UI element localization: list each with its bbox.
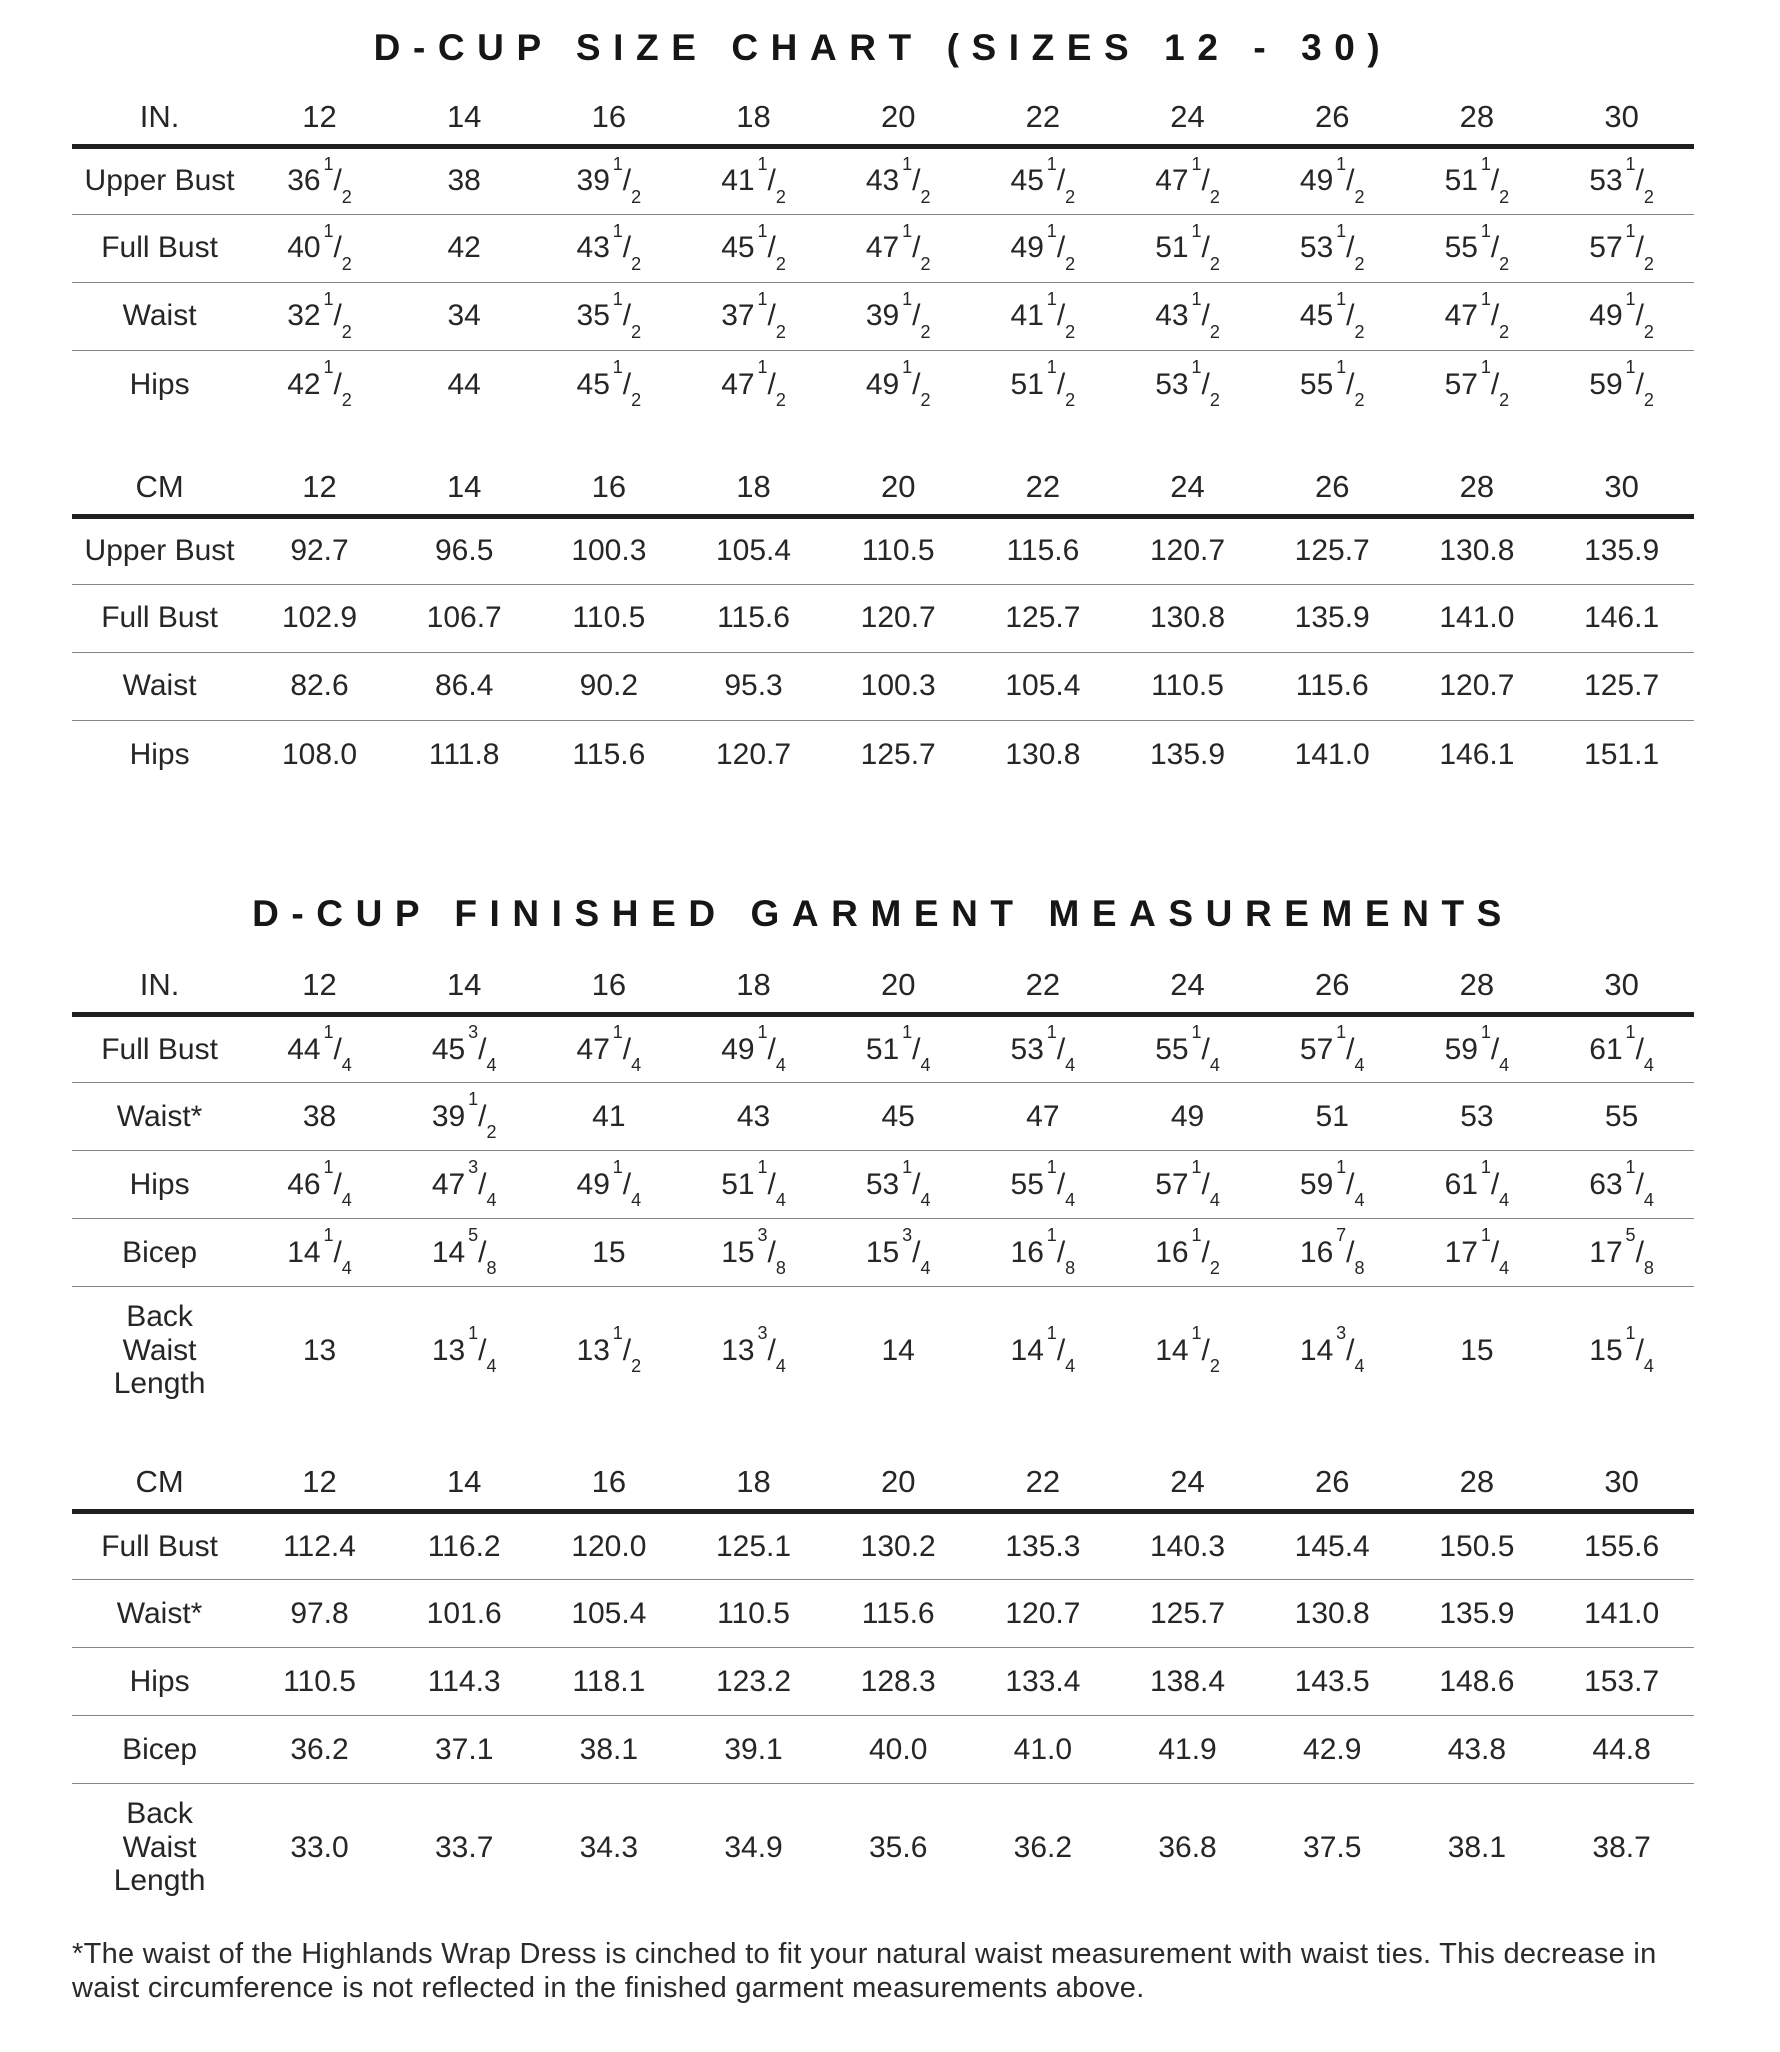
size-column-header: 30 <box>1549 460 1694 516</box>
measurement-value: $51^1/_2$ <box>1010 357 1076 411</box>
measurement-value: 115.6 <box>971 516 1116 584</box>
measurement-value: 41.9 <box>1115 1716 1260 1784</box>
size-column-header: 30 <box>1549 959 1694 1015</box>
measurement-value: 130.8 <box>1260 1580 1405 1648</box>
measurement-row <box>72 1784 1694 1911</box>
measurement-value: $49^1/_2$ <box>971 214 1116 282</box>
measurement-value: $41^1/_2$ <box>681 146 826 214</box>
measurement-value: $36^1/_2$ <box>247 146 392 214</box>
measurement-value: $13^1/_2$ <box>576 1323 642 1376</box>
measurement-value: 37.5 <box>1303 1830 1362 1864</box>
measurement-row <box>72 1716 1694 1784</box>
measurement-value: 120.7 <box>715 737 792 771</box>
measurement-value: $40^1/_2$ <box>247 214 392 282</box>
measurement-value: $43^1/_2$ <box>826 146 971 214</box>
measurement-value: 40.0 <box>826 1716 971 1784</box>
measurement-value: 111.8 <box>428 737 500 771</box>
measurement-value: 90.2 <box>537 652 682 720</box>
measurement-value: 100.3 <box>537 516 682 584</box>
size-chart-cm-table <box>72 460 1694 788</box>
measurement-row <box>72 720 1694 788</box>
measurement-row <box>72 584 1694 652</box>
measurement-value: 15 <box>1460 1333 1494 1367</box>
measurement-value: 43.8 <box>1405 1716 1550 1784</box>
measurement-row <box>72 652 1694 720</box>
measurement-value: 130.8 <box>1405 516 1550 584</box>
size-chart-inches-table <box>72 90 1694 418</box>
measurement-value: $14^1/_4$ <box>247 1219 392 1287</box>
measurement-value: $45^1/_2$ <box>1260 282 1405 350</box>
measurement-value: 146.1 <box>1439 737 1515 771</box>
measurement-value: 15 <box>537 1219 682 1287</box>
measurement-value: $43^1/_2$ <box>1115 282 1260 350</box>
size-column-header: 16 <box>537 1456 682 1512</box>
measurement-value: 120.7 <box>1405 652 1550 720</box>
size-column-header: 22 <box>971 959 1116 1015</box>
measurement-value: 36.2 <box>247 1716 392 1784</box>
measurement-value: 135.9 <box>1260 584 1405 652</box>
measurement-value: 133.4 <box>971 1648 1116 1716</box>
finished-garment-title: D-CUP FINISHED GARMENT MEASUREMENTS <box>252 893 1514 935</box>
measurement-value: 114.3 <box>392 1648 537 1716</box>
measurement-row <box>72 214 1694 282</box>
measurement-value: $13^3/_4$ <box>721 1323 786 1376</box>
row-label: Full Bust <box>72 214 247 282</box>
measurement-value: $45^1/_2$ <box>576 357 642 411</box>
measurement-value: $53^1/_2$ <box>1155 357 1220 411</box>
measurement-value: 118.1 <box>537 1648 682 1716</box>
measurement-value: 135.9 <box>1549 516 1694 584</box>
measurement-value: $14^1/_2$ <box>1155 1323 1220 1376</box>
measurement-value: 151.1 <box>1584 737 1660 771</box>
measurement-value: $15^3/_4$ <box>826 1219 971 1287</box>
measurement-value: $57^1/_2$ <box>1444 357 1510 411</box>
measurement-value: $16^1/_8$ <box>971 1219 1116 1287</box>
size-header-row <box>72 90 1694 146</box>
size-column-header: 14 <box>392 959 537 1015</box>
finished-garment-inches-table <box>72 959 1694 1414</box>
measurement-value: 37.1 <box>392 1716 537 1784</box>
size-column-header: 22 <box>971 1456 1116 1512</box>
measurement-value: 36.2 <box>1013 1830 1073 1864</box>
measurement-value: $53^1/_4$ <box>971 1015 1116 1083</box>
measurement-value: 36.8 <box>1158 1830 1217 1864</box>
row-label: Bicep <box>72 1219 247 1287</box>
size-column-header: 26 <box>1260 460 1405 516</box>
size-column-header: 28 <box>1405 90 1550 146</box>
measurement-value: 51 <box>1260 1083 1405 1151</box>
size-column-header: 18 <box>681 959 826 1015</box>
measurement-value: 120.7 <box>826 584 971 652</box>
measurement-value: $47^1/_2$ <box>1115 146 1260 214</box>
measurement-value: 95.3 <box>681 652 826 720</box>
measurement-value: 125.7 <box>1549 652 1694 720</box>
row-label: Upper Bust <box>72 146 247 214</box>
measurement-value: 120.0 <box>537 1512 682 1580</box>
measurement-value: $35^1/_2$ <box>537 282 682 350</box>
measurement-value: $51^1/_4$ <box>681 1151 826 1219</box>
size-column-header: 28 <box>1405 460 1550 516</box>
measurement-value: 112.4 <box>247 1512 392 1580</box>
unit-label: CM <box>72 1456 247 1512</box>
size-column-header: 16 <box>537 460 682 516</box>
measurement-value: $47^3/_4$ <box>392 1151 537 1219</box>
row-label: Waist* <box>72 1083 247 1151</box>
measurement-value: $14^5/_8$ <box>392 1219 537 1287</box>
measurement-row <box>72 1151 1694 1219</box>
measurement-value: 140.3 <box>1115 1512 1260 1580</box>
measurement-value: $39^1/_2$ <box>392 1083 537 1151</box>
row-label: Full Bust <box>72 1015 247 1083</box>
measurement-value: $53^1/_4$ <box>826 1151 971 1219</box>
measurement-value: $59^1/_4$ <box>1405 1015 1550 1083</box>
measurement-value: 143.5 <box>1260 1648 1405 1716</box>
measurement-value: 38 <box>392 146 537 214</box>
measurement-value: 92.7 <box>247 516 392 584</box>
measurement-value: 135.9 <box>1150 737 1226 771</box>
size-column-header: 14 <box>392 1456 537 1512</box>
waist-footnote: *The waist of the Highlands Wrap Dress is cinched to fit your natural waist measurement with waist ties. This decrease in waist circumference is not reflected in the finished garment measurements above. <box>72 1937 1657 2004</box>
measurement-row <box>72 516 1694 584</box>
measurement-value: $45^1/_2$ <box>971 146 1116 214</box>
measurement-value: 141.0 <box>1549 1580 1694 1648</box>
measurement-value: 97.8 <box>247 1580 392 1648</box>
measurement-value: 41 <box>537 1083 682 1151</box>
size-column-header: 26 <box>1260 90 1405 146</box>
measurement-value: 135.3 <box>971 1512 1116 1580</box>
measurement-value: 41.0 <box>971 1716 1116 1784</box>
measurement-value: 34.9 <box>724 1830 783 1864</box>
size-column-header: 14 <box>392 90 537 146</box>
measurement-row <box>72 282 1694 350</box>
measurement-value: 86.4 <box>392 652 537 720</box>
measurement-value: $49^1/_4$ <box>537 1151 682 1219</box>
measurement-value: 44.8 <box>1549 1716 1694 1784</box>
measurement-value: 128.3 <box>826 1648 971 1716</box>
measurement-value: 44 <box>447 367 481 401</box>
measurement-value: 130.2 <box>826 1512 971 1580</box>
measurement-value: $32^1/_2$ <box>247 282 392 350</box>
size-column-header: 26 <box>1260 1456 1405 1512</box>
measurement-value: $51^1/_2$ <box>1115 214 1260 282</box>
measurement-value: 125.7 <box>1260 516 1405 584</box>
measurement-value: $47^1/_2$ <box>826 214 971 282</box>
size-column-header: 16 <box>537 90 682 146</box>
measurement-value: $51^1/_2$ <box>1405 146 1550 214</box>
measurement-value: 110.5 <box>537 584 682 652</box>
unit-label: IN. <box>72 90 247 146</box>
size-header-row <box>72 1456 1694 1512</box>
row-label: Bicep <box>72 1716 247 1784</box>
measurement-value: $45^1/_2$ <box>681 214 826 282</box>
measurement-value: $53^1/_2$ <box>1260 214 1405 282</box>
row-label: Full Bust <box>72 584 247 652</box>
measurement-value: 148.6 <box>1405 1648 1550 1716</box>
size-column-header: 22 <box>971 90 1116 146</box>
measurement-value: 101.6 <box>392 1580 537 1648</box>
measurement-value: $51^1/_4$ <box>826 1015 971 1083</box>
row-label: Hips <box>72 1151 247 1219</box>
measurement-value: 105.4 <box>537 1580 682 1648</box>
size-column-header: 18 <box>681 90 826 146</box>
measurement-row <box>72 1219 1694 1287</box>
size-column-header: 12 <box>247 90 392 146</box>
measurement-value: 130.8 <box>1115 584 1260 652</box>
measurement-value: 116.2 <box>392 1512 537 1580</box>
measurement-value: $43^1/_2$ <box>537 214 682 282</box>
measurement-value: 110.5 <box>681 1580 826 1648</box>
measurement-value: $17^5/_8$ <box>1549 1219 1694 1287</box>
measurement-value: 146.1 <box>1549 584 1694 652</box>
size-column-header: 24 <box>1115 90 1260 146</box>
measurement-value: $47^1/_4$ <box>537 1015 682 1083</box>
measurement-row <box>72 1512 1694 1580</box>
measurement-value: $59^1/_4$ <box>1260 1151 1405 1219</box>
measurement-value: 38.1 <box>1447 1830 1507 1864</box>
measurement-value: 13 <box>302 1333 337 1367</box>
size-column-header: 12 <box>247 460 392 516</box>
measurement-value: 123.2 <box>681 1648 826 1716</box>
measurement-value: 96.5 <box>392 516 537 584</box>
measurement-value: $57^1/_2$ <box>1549 214 1694 282</box>
measurement-value: 100.3 <box>826 652 971 720</box>
measurement-value: $39^1/_2$ <box>826 282 971 350</box>
measurement-value: 35.6 <box>869 1830 928 1864</box>
measurement-value: $17^1/_4$ <box>1405 1219 1550 1287</box>
size-column-header: 20 <box>826 460 971 516</box>
size-chart-title: D-CUP SIZE CHART (SIZES 12 - 30) <box>373 27 1393 68</box>
measurement-value: 125.1 <box>681 1512 826 1580</box>
measurement-row <box>72 1648 1694 1716</box>
measurement-value: $15^1/_4$ <box>1589 1323 1654 1376</box>
size-column-header: 14 <box>392 460 537 516</box>
measurement-value: 125.7 <box>971 584 1116 652</box>
measurement-value: 150.5 <box>1405 1512 1550 1580</box>
measurement-value: $49^1/_2$ <box>1260 146 1405 214</box>
size-column-header: 18 <box>681 460 826 516</box>
size-column-header: 28 <box>1405 1456 1550 1512</box>
measurement-value: 82.6 <box>247 652 392 720</box>
measurement-value: 38.1 <box>537 1716 682 1784</box>
measurement-value: $13^1/_4$ <box>431 1323 497 1376</box>
measurement-value: $46^1/_4$ <box>247 1151 392 1219</box>
size-column-header: 16 <box>537 959 682 1015</box>
measurement-value: 38 <box>247 1083 392 1151</box>
measurement-value: $61^1/_4$ <box>1549 1015 1694 1083</box>
size-header-row <box>72 460 1694 516</box>
size-header-row <box>72 959 1694 1015</box>
measurement-value: 39.1 <box>681 1716 826 1784</box>
measurement-value: $15^3/_8$ <box>681 1219 826 1287</box>
row-label: Hips <box>129 367 190 401</box>
row-label: Full Bust <box>72 1512 247 1580</box>
measurement-value: 42.9 <box>1260 1716 1405 1784</box>
size-column-header: 20 <box>826 959 971 1015</box>
measurement-value: 105.4 <box>971 652 1116 720</box>
measurement-value: $14^3/_4$ <box>1299 1323 1365 1376</box>
measurement-value: $49^1/_4$ <box>681 1015 826 1083</box>
row-label: Waist* <box>72 1580 247 1648</box>
size-chart-section <box>72 26 1694 788</box>
measurement-value: 125.7 <box>860 737 936 771</box>
measurement-value: $47^1/_2$ <box>721 357 786 411</box>
measurement-value: 138.4 <box>1115 1648 1260 1716</box>
measurement-value: $63^1/_4$ <box>1549 1151 1694 1219</box>
measurement-value: 33.0 <box>290 1830 349 1864</box>
measurement-value: $14^1/_4$ <box>1010 1323 1076 1376</box>
measurement-value: $55^1/_2$ <box>1405 214 1550 282</box>
size-column-header: 28 <box>1405 959 1550 1015</box>
measurement-value: $55^1/_4$ <box>971 1151 1116 1219</box>
measurement-value: 120.7 <box>971 1580 1116 1648</box>
measurement-value: 55 <box>1549 1083 1694 1151</box>
measurement-value: 33.7 <box>434 1830 494 1864</box>
measurement-value: 102.9 <box>247 584 392 652</box>
measurement-value: 105.4 <box>681 516 826 584</box>
unit-label: IN. <box>72 959 247 1015</box>
measurement-value: 14 <box>881 1333 915 1367</box>
finished-garment-section <box>72 892 1694 1910</box>
measurement-value: $41^1/_2$ <box>971 282 1116 350</box>
measurement-value: 38.7 <box>1592 1830 1651 1864</box>
size-column-header: 22 <box>971 460 1116 516</box>
unit-label: CM <box>72 460 247 516</box>
measurement-value: 49 <box>1115 1083 1260 1151</box>
size-column-header: 24 <box>1115 959 1260 1015</box>
measurement-row <box>72 146 1694 214</box>
measurement-value: 115.6 <box>572 737 646 771</box>
measurement-value: $55^1/_4$ <box>1115 1015 1260 1083</box>
measurement-value: $49^1/_2$ <box>1549 282 1694 350</box>
measurement-row <box>72 1015 1694 1083</box>
measurement-value: 145.4 <box>1260 1512 1405 1580</box>
measurement-row <box>72 1580 1694 1648</box>
measurement-value: 110.5 <box>247 1648 392 1716</box>
measurement-value: $37^1/_2$ <box>681 282 826 350</box>
measurement-value: $47^1/_2$ <box>1405 282 1550 350</box>
row-label: Hips <box>72 1648 247 1716</box>
measurement-value: 135.9 <box>1405 1580 1550 1648</box>
row-label: Back Waist Length <box>113 1299 206 1401</box>
measurement-value: 155.6 <box>1549 1512 1694 1580</box>
measurement-value: 108.0 <box>281 737 358 771</box>
size-column-header: 18 <box>681 1456 826 1512</box>
row-label: Waist <box>72 282 247 350</box>
size-column-header: 20 <box>826 90 971 146</box>
size-column-header: 30 <box>1549 90 1694 146</box>
measurement-value: $45^3/_4$ <box>392 1015 537 1083</box>
measurement-row <box>72 350 1694 418</box>
measurement-value: 34.3 <box>579 1830 639 1864</box>
measurement-value: $59^1/_2$ <box>1589 357 1654 411</box>
measurement-value: $39^1/_2$ <box>537 146 682 214</box>
size-column-header: 12 <box>247 959 392 1015</box>
measurement-value: $16^7/_8$ <box>1260 1219 1405 1287</box>
measurement-value: 43 <box>681 1083 826 1151</box>
measurement-value: 141.0 <box>1294 737 1370 771</box>
measurement-value: 153.7 <box>1549 1648 1694 1716</box>
measurement-value: $49^1/_2$ <box>865 357 931 411</box>
size-column-header: 24 <box>1115 1456 1260 1512</box>
size-column-header: 30 <box>1549 1456 1694 1512</box>
measurement-value: 106.7 <box>392 584 537 652</box>
measurement-value: 53 <box>1405 1083 1550 1151</box>
row-label: Back Waist Length <box>113 1796 206 1898</box>
measurement-value: 45 <box>826 1083 971 1151</box>
size-column-header: 26 <box>1260 959 1405 1015</box>
finished-garment-cm-table <box>72 1456 1694 1911</box>
row-label: Hips <box>129 737 190 771</box>
measurement-value: $57^1/_4$ <box>1115 1151 1260 1219</box>
measurement-value: $44^1/_4$ <box>247 1015 392 1083</box>
measurement-value: $16^1/_2$ <box>1115 1219 1260 1287</box>
measurement-value: 120.7 <box>1115 516 1260 584</box>
measurement-value: 130.8 <box>1005 737 1081 771</box>
measurement-value: 110.5 <box>1115 652 1260 720</box>
measurement-row <box>72 1287 1694 1414</box>
measurement-value: $55^1/_2$ <box>1299 357 1365 411</box>
size-column-header: 24 <box>1115 460 1260 516</box>
measurement-value: 34 <box>392 282 537 350</box>
measurement-value: 125.7 <box>1115 1580 1260 1648</box>
measurement-value: $53^1/_2$ <box>1549 146 1694 214</box>
measurement-value: 115.6 <box>826 1580 971 1648</box>
measurement-value: 115.6 <box>681 584 826 652</box>
measurement-value: 47 <box>971 1083 1116 1151</box>
measurement-value: 42 <box>392 214 537 282</box>
measurement-value: $42^1/_2$ <box>287 357 352 411</box>
size-column-header: 12 <box>247 1456 392 1512</box>
row-label: Upper Bust <box>72 516 247 584</box>
measurement-value: 110.5 <box>826 516 971 584</box>
measurement-row <box>72 1083 1694 1151</box>
size-column-header: 20 <box>826 1456 971 1512</box>
measurement-value: 115.6 <box>1260 652 1405 720</box>
measurement-value: $61^1/_4$ <box>1405 1151 1550 1219</box>
measurement-value: $57^1/_4$ <box>1260 1015 1405 1083</box>
row-label: Waist <box>72 652 247 720</box>
measurement-value: 141.0 <box>1405 584 1550 652</box>
